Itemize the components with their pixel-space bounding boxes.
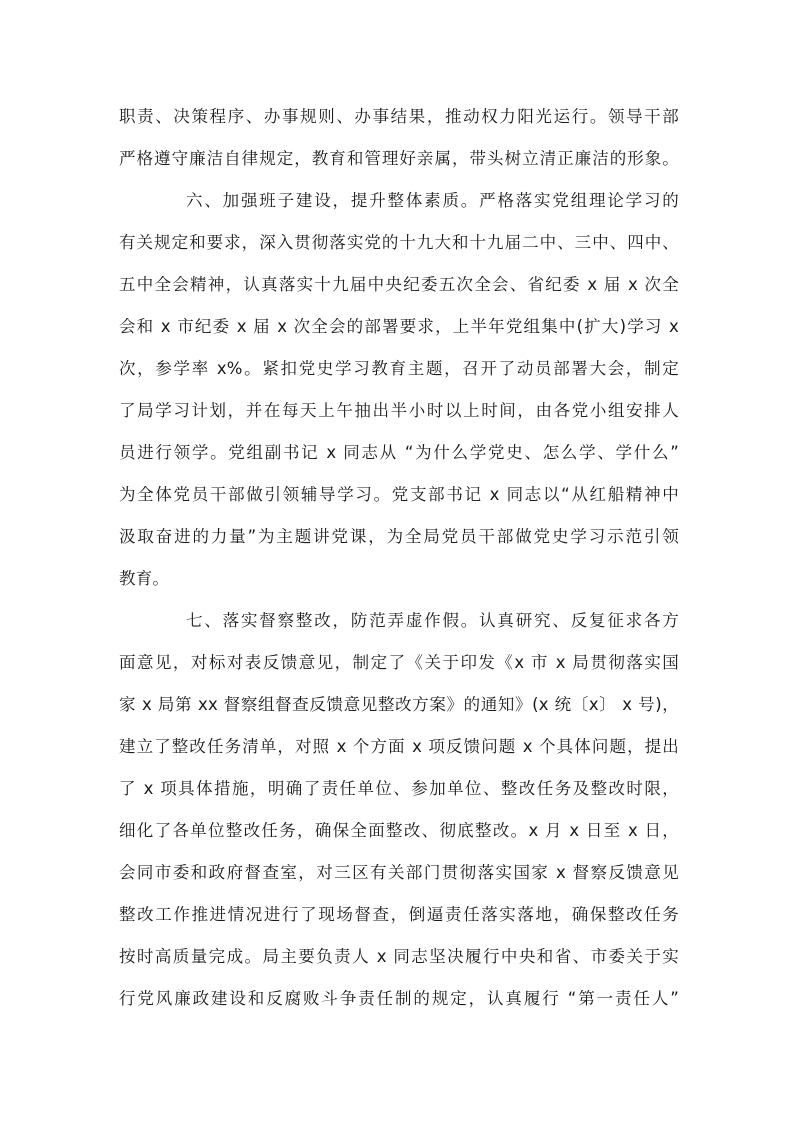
text-line: 有关规定和要求，深入贯彻落实党的十九大和十九届二中、三中、四中、 — [119, 233, 679, 252]
text-line: 职责、决策程序、办事规则、办事结果，推动权力阳光运行。领导干部 — [119, 107, 679, 126]
text-line: 为全体党员干部做引领辅导学习。党支部书记 x 同志以“从红船精神中 — [119, 485, 679, 504]
text-line: 次，参学率 x%。紧扣党史学习教育主题，召开了动员部署大会，制定 — [119, 359, 679, 378]
text-line: 细化了各单位整改任务，确保全面整改、彻底整改。x 月 x 日至 x 日， — [119, 821, 679, 840]
text-line: 整改工作推进情况进行了现场督查，倒逼责任落实落地，确保整改任务 — [119, 905, 679, 924]
text-line: 员进行领学。党组副书记 x 同志从 “为什么学党史、怎么学、学什么” — [119, 443, 679, 462]
text-line: 按时高质量完成。局主要负责人 x 同志坚决履行中央和省、市委关于实 — [119, 947, 679, 966]
text-line: 严格遵守廉洁自律规定，教育和管理好亲属，带头树立清正廉洁的形象。 — [119, 149, 679, 168]
text-line: 会同市委和政府督查室，对三区有关部门贯彻落实国家 x 督察反馈意见 — [119, 863, 679, 882]
section-heading-line: 七、落实督察整改，防范弄虚作假。认真研究、反复征求各方 — [186, 611, 679, 630]
text-line: 家 x 局第 xx 督察组督查反馈意见整改方案》的通知》(x 统〔x〕 x 号)， — [119, 695, 679, 714]
text-line: 了局学习计划，并在每天上午抽出半小时以上时间，由各党小组安排人 — [119, 401, 679, 420]
text-line: 教育。 — [119, 569, 170, 588]
section-heading-line: 六、加强班子建设，提升整体素质。严格落实党组理论学习的 — [186, 191, 679, 210]
text-line: 五中全会精神，认真落实十九届中央纪委五次全会、省纪委 x 届 x 次全 — [119, 275, 679, 294]
text-line: 了 x 项具体措施，明确了责任单位、参加单位、整改任务及整改时限， — [119, 779, 679, 798]
text-line: 行党风廉政建设和反腐败斗争责任制的规定，认真履行 “第一责任人” — [119, 989, 679, 1008]
text-line: 会和 x 市纪委 x 届 x 次全会的部署要求，上半年党组集中(扩大)学习 x — [119, 317, 679, 336]
text-line: 面意见，对标对表反馈意见，制定了《关于印发《x 市 x 局贯彻落实国 — [119, 653, 679, 672]
text-line: 汲取奋进的力量”为主题讲党课，为全局党员干部做党史学习示范引领 — [119, 527, 679, 546]
text-line: 建立了整改任务清单，对照 x 个方面 x 项反馈问题 x 个具体问题，提出 — [119, 737, 679, 756]
